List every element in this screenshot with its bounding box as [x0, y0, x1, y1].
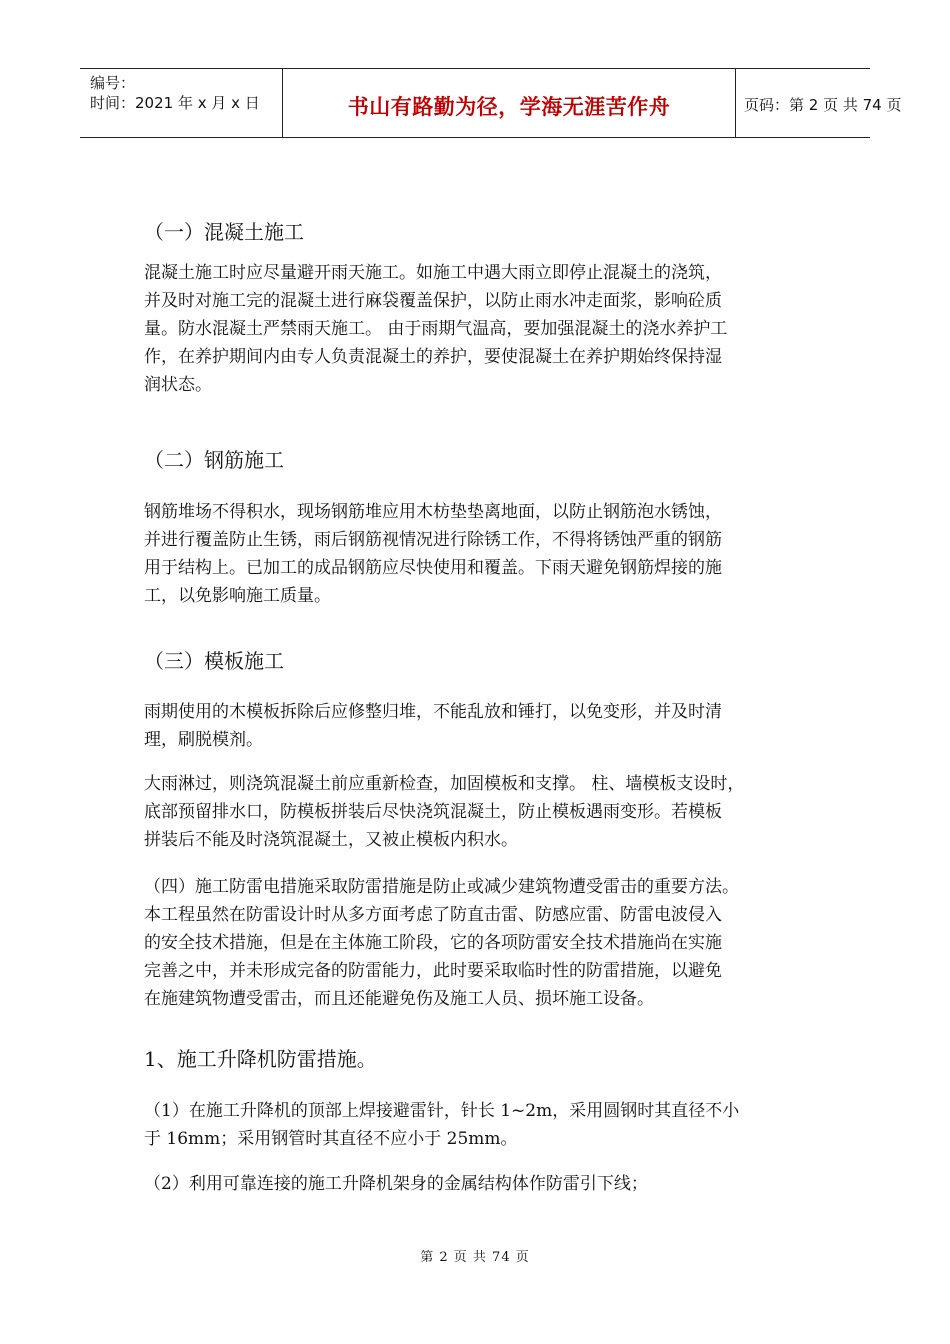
- document-date-label: 时间：2021 年 x 月 x 日: [90, 94, 260, 112]
- document-number-label: 编号：: [90, 74, 136, 92]
- paragraph: （四）施工防雷电措施采取防雷措施是防止或减少建筑物遭受雷击的重要方法。 本工程虽然在防雷设计时从多方面考虑了防直击雷、防感应雷、防雷电波侵入 的安全技术措施，但是在主体施工阶段，它的各项防雷安全技术措施尚在实施 完善之中，并未形成完备的防雷能力，此时要采取临时性的防雷措施，以避免 在施建筑物遭受雷击，而且还能避免伤及施工人员、损坏施工设备。: [144, 877, 739, 1009]
- header-motto-cell: [282, 69, 736, 137]
- section-heading: 1、施工升降机防雷措施。: [144, 1047, 377, 1071]
- header-info-cell: [80, 69, 282, 137]
- paragraph: （1）在施工升降机的顶部上焊接避雷针，针长 1~2m，采用圆钢时其直径不小 于 16mm；采用钢管时其直径不应小于 25mm。: [144, 1101, 740, 1149]
- paragraph: 钢筋堆场不得积水，现场钢筋堆应用木枋垫垫离地面，以防止钢筋泡水锈蚀， 并进行覆盖防止生锈，雨后钢筋视情况进行除锈工作，不得将锈蚀严重的钢筋 用于结构上。已加工的成品钢筋应尽快使用和覆盖。下雨天避免钢筋焊接的施 工，以免影响施工质量。: [144, 502, 722, 606]
- paragraph: 大雨淋过，则浇筑混凝土前应重新检查，加固模板和支撑。 柱、墙模板支设时， 底部预留排水口，防模板拼装后尽快浇筑混凝土，防止模板遇雨变形。若模板 拼装后不能及时浇筑混凝土，又被止模板内积水。: [144, 774, 745, 850]
- header-page-number: 页码：第 2 页 共 74 页: [744, 96, 902, 114]
- page-footer: 第 2 页 共 74 页: [420, 1250, 530, 1265]
- section-heading: （二）钢筋施工: [144, 448, 284, 472]
- page-header: [80, 68, 902, 138]
- paragraph: （2）利用可靠连接的施工升降机架身的金属结构体作防雷引下线；: [144, 1174, 648, 1194]
- header-page-cell: [736, 69, 902, 137]
- paragraph: 混凝土施工时应尽量避开雨天施工。如施工中遇大雨立即停止混凝土的浇筑， 并及时对施工完的混凝土进行麻袋覆盖保护，以防止雨水冲走面浆，影响砼质 量。防水混凝土严禁雨天施工。 由于雨期气温高，要加强混凝土的浇水养护工 作，在养护期间内由专人负责混凝土的养护，要使混凝土在养护期始终保持湿 润状态。: [144, 263, 728, 395]
- paragraph: 雨期使用的木模板拆除后应修整归堆，不能乱放和锤打，以免变形，并及时清 理，刷脱模剂。: [144, 702, 722, 750]
- section-heading: （三）模板施工: [144, 649, 284, 673]
- section-heading: （一）混凝土施工: [144, 220, 304, 244]
- header-motto: 书山有路勤为径，学海无涯苦作舟: [347, 95, 671, 119]
